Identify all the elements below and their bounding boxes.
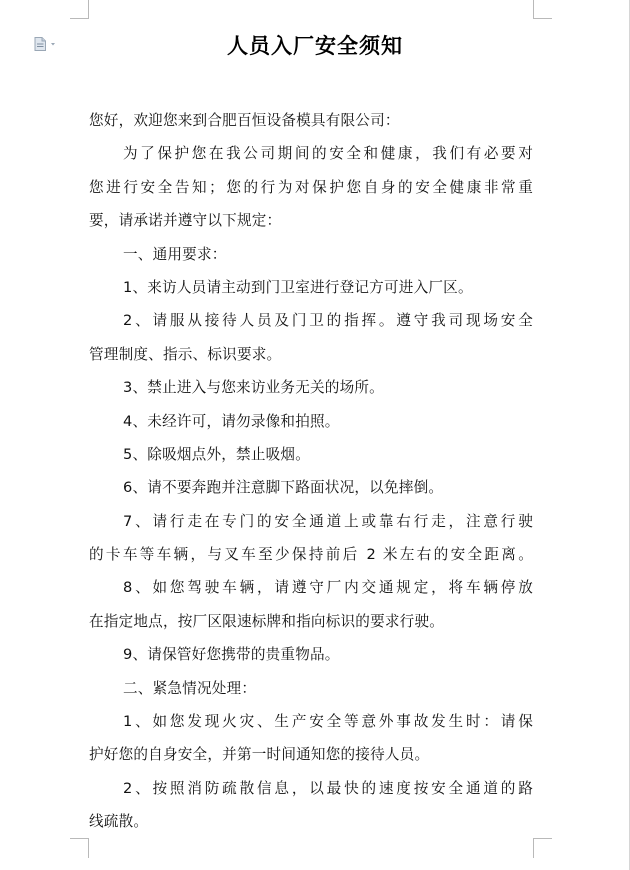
list-item: 1、如您发现火灾、生产安全等意外事故发生时：请保 [123,713,533,731]
list-item: 9、请保管好您携带的贵重物品。 [123,646,340,664]
margin-mark-top-left [70,18,89,19]
margin-mark-top-right [533,0,534,18]
list-item-continuation: 护好您的自身安全，并第一时间通知您的接待人员。 [89,746,430,764]
page-title: 人员入厂安全须知 [227,33,403,58]
list-item: 8、如您驾驶车辆，请遵守厂内交通规定，将车辆停放 [123,579,533,597]
list-item-continuation: 在指定地点，按厂区限速标牌和指向标识的要求行驶。 [89,612,445,630]
paragraph-line: 要，请承诺并遵守以下规定： [89,212,282,230]
list-item: 1、来访人员请主动到门卫室进行登记方可进入厂区。 [123,278,473,296]
list-item: 2、按照消防疏散信息，以最快的速度按安全通道的路 [123,779,533,797]
list-item: 3、禁止进入与您来访业务无关的场所。 [123,379,384,397]
margin-mark-top-left [88,0,89,18]
margin-mark-bottom-left [70,838,89,839]
section-heading: 二、紧急情况处理： [123,679,257,697]
list-item: 5、除吸烟点外，禁止吸烟。 [123,445,311,463]
paragraph-line: 您进行安全告知；您的行为对保护您自身的安全健康非常重 [89,178,533,196]
margin-mark-top-right [533,18,552,19]
paragraph-line: 为了保护您在我公司期间的安全和健康，我们有必要对 [123,145,533,163]
greeting-line: 您好，欢迎您来到合肥百恒设备模具有限公司： [89,112,400,129]
list-item: 4、未经许可，请勿录像和拍照。 [123,412,340,430]
list-item: 2、请服从接待人员及门卫的指挥。遵守我司现场安全 [123,312,533,330]
margin-mark-bottom-right [533,838,534,858]
list-item-continuation: 线疏散。 [89,813,149,831]
list-item-continuation: 的卡车等车辆，与叉车至少保持前后 2 米左右的安全距离。 [89,546,533,564]
list-item: 6、请不要奔跑并注意脚下路面状况，以免摔倒。 [123,479,444,497]
list-item-continuation: 管理制度、指示、标识要求。 [89,345,282,363]
section-heading: 一、通用要求： [123,245,227,263]
document-body [89,104,533,839]
margin-mark-bottom-right [533,838,552,839]
margin-mark-bottom-left [88,838,89,858]
list-item: 7、请行走在专门的安全通道上或靠右行走，注意行驶 [123,512,533,530]
